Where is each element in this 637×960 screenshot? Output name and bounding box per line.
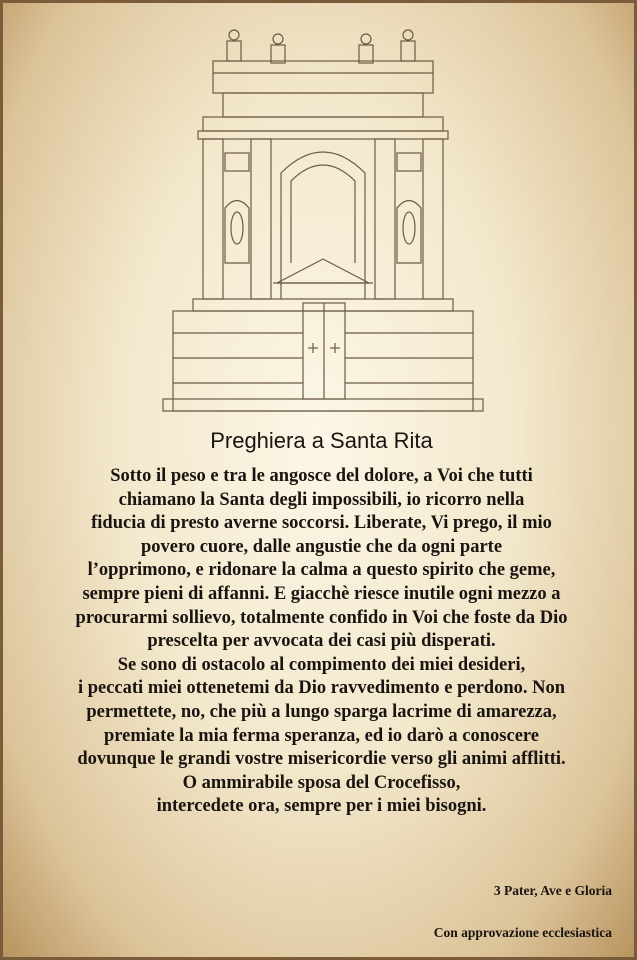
prayer-line: intercedete ora, sempre per i miei bisogni. xyxy=(156,796,487,817)
prayer-line: l’opprimono, e ridonare la calma a questo spirito che geme, xyxy=(87,560,556,581)
prayer-line: dovunque le grandi vostre misericordie verso gli animi afflitti. xyxy=(77,749,566,770)
prayer-line: chiamano la Santa degli impossibili, io ricorro nella xyxy=(118,489,525,510)
prayer-line: fiducia di presto averne soccorsi. Liberate, Vi prego, il mio xyxy=(91,513,552,534)
prayer-line: O ammirabile sposa del Crocefisso, xyxy=(182,772,461,793)
prayer-line: premiate la mia ferma speranza, ed io darò a conoscere xyxy=(104,725,539,746)
prayer-line: permettete, no, che più a lungo sparga lacrime di amarezza, xyxy=(86,701,557,722)
prayer-line: povero cuore, dalle angustie che da ogni parte xyxy=(140,536,503,557)
prayer-text xyxy=(53,465,590,819)
church-facade-illustration xyxy=(153,13,493,418)
prayer-line: i peccati miei ottenetemi da Dio ravvedimento e perdono. Non xyxy=(77,678,566,699)
ecclesiastical-approval: Con approvazione ecclesiastica xyxy=(433,925,612,940)
prayer-title: Preghiera a Santa Rita xyxy=(210,428,433,453)
column xyxy=(203,139,443,299)
prayer-line: Se sono di ostacolo al compimento dei miei desideri, xyxy=(117,654,526,675)
prayer-line: sempre pieni di affanni. E giacchè riesce inutile ogni mezzo a xyxy=(82,583,561,604)
prayer-line: Sotto il peso e tra le angosce del dolore, a Voi che tutti xyxy=(110,466,533,486)
statue xyxy=(227,30,415,63)
prayer-line: procurarmi sollievo, totalmente confido in Voi che foste da Dio xyxy=(75,607,568,628)
prayer-line: prescelta per avvocata dei casi più disperati. xyxy=(147,631,496,652)
closing-prayers: 3 Pater, Ave e Gloria xyxy=(493,883,612,898)
